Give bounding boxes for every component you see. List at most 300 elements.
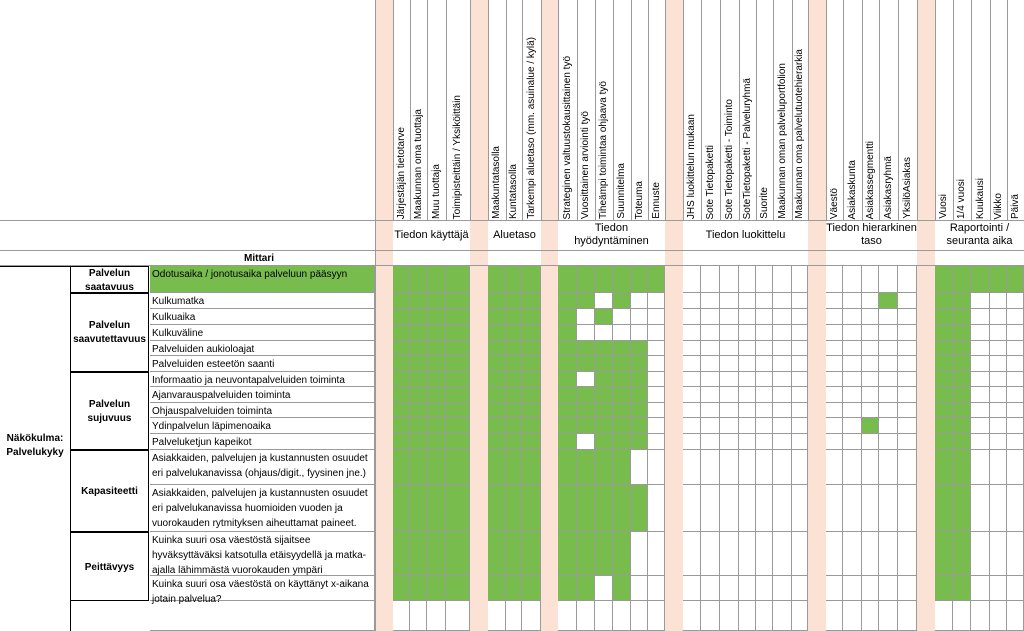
grid-cell[interactable] — [410, 293, 427, 309]
grid-cell[interactable] — [683, 576, 701, 601]
grid-cell[interactable] — [990, 418, 1007, 434]
grid-cell[interactable] — [410, 266, 427, 293]
grid-cell[interactable] — [683, 532, 701, 576]
grid-cell[interactable] — [631, 576, 648, 601]
grid-cell[interactable] — [631, 325, 648, 341]
grid-cell[interactable] — [683, 372, 701, 387]
grid-cell[interactable] — [427, 356, 446, 372]
grid-cell[interactable] — [898, 418, 917, 434]
grid-cell[interactable] — [756, 532, 773, 576]
grid-cell[interactable] — [488, 387, 506, 403]
grid-cell[interactable] — [792, 372, 808, 387]
grid-cell[interactable] — [826, 576, 843, 601]
grid-cell[interactable] — [862, 450, 879, 485]
grid-cell[interactable] — [720, 266, 739, 293]
grid-cell[interactable] — [595, 325, 613, 341]
grid-cell[interactable] — [953, 450, 971, 485]
grid-cell[interactable] — [953, 341, 971, 356]
grid-cell[interactable] — [773, 372, 792, 387]
grid-cell[interactable] — [446, 434, 470, 450]
grid-cell[interactable] — [773, 418, 792, 434]
grid-cell[interactable] — [446, 485, 470, 532]
grid-cell[interactable] — [446, 387, 470, 403]
grid-cell[interactable] — [898, 341, 917, 356]
grid-cell[interactable] — [595, 341, 613, 356]
grid-cell[interactable] — [720, 387, 739, 403]
grid-cell[interactable] — [577, 266, 595, 293]
grid-cell[interactable] — [879, 434, 898, 450]
grid-cell[interactable] — [393, 418, 410, 434]
grid-cell[interactable] — [971, 293, 990, 309]
grid-cell[interactable] — [410, 418, 427, 434]
grid-cell[interactable] — [522, 325, 541, 341]
grid-cell[interactable] — [446, 450, 470, 485]
grid-cell[interactable] — [935, 403, 953, 418]
grid-cell[interactable] — [843, 434, 862, 450]
grid-cell[interactable] — [522, 341, 541, 356]
grid-cell[interactable] — [843, 356, 862, 372]
grid-cell[interactable] — [756, 450, 773, 485]
grid-cell[interactable] — [971, 341, 990, 356]
grid-cell[interactable] — [935, 434, 953, 450]
grid-cell[interactable] — [843, 372, 862, 387]
grid-cell[interactable] — [613, 387, 631, 403]
grid-cell[interactable] — [843, 450, 862, 485]
grid-cell[interactable] — [577, 309, 595, 325]
grid-cell[interactable] — [613, 576, 631, 601]
grid-cell[interactable] — [862, 372, 879, 387]
grid-cell[interactable] — [648, 532, 665, 576]
grid-cell[interactable] — [558, 325, 577, 341]
grid-cell[interactable] — [701, 341, 720, 356]
grid-cell[interactable] — [631, 266, 648, 293]
grid-cell[interactable] — [427, 576, 446, 601]
grid-cell[interactable] — [683, 293, 701, 309]
grid-cell[interactable] — [792, 387, 808, 403]
grid-cell[interactable] — [826, 309, 843, 325]
grid-cell[interactable] — [990, 403, 1007, 418]
grid-cell[interactable] — [522, 266, 541, 293]
grid-cell[interactable] — [683, 418, 701, 434]
grid-cell[interactable] — [720, 485, 739, 532]
grid-cell[interactable] — [410, 356, 427, 372]
grid-cell[interactable] — [595, 293, 613, 309]
grid-cell[interactable] — [506, 293, 522, 309]
grid-cell[interactable] — [843, 601, 862, 631]
grid-cell[interactable] — [648, 576, 665, 601]
grid-cell[interactable] — [773, 485, 792, 532]
grid-cell[interactable] — [756, 309, 773, 325]
grid-cell[interactable] — [898, 601, 917, 631]
grid-cell[interactable] — [506, 576, 522, 601]
grid-cell[interactable] — [701, 418, 720, 434]
grid-cell[interactable] — [879, 601, 898, 631]
grid-cell[interactable] — [756, 356, 773, 372]
grid-cell[interactable] — [393, 434, 410, 450]
grid-cell[interactable] — [577, 356, 595, 372]
grid-cell[interactable] — [558, 601, 577, 631]
grid-cell[interactable] — [410, 387, 427, 403]
grid-cell[interactable] — [558, 434, 577, 450]
grid-cell[interactable] — [595, 601, 613, 631]
grid-cell[interactable] — [826, 450, 843, 485]
grid-cell[interactable] — [862, 387, 879, 403]
grid-cell[interactable] — [756, 266, 773, 293]
grid-cell[interactable] — [879, 450, 898, 485]
grid-cell[interactable] — [631, 356, 648, 372]
grid-cell[interactable] — [613, 532, 631, 576]
grid-cell[interactable] — [522, 601, 541, 631]
grid-cell[interactable] — [631, 450, 648, 485]
grid-cell[interactable] — [577, 293, 595, 309]
grid-cell[interactable] — [862, 532, 879, 576]
grid-cell[interactable] — [739, 293, 756, 309]
grid-cell[interactable] — [971, 418, 990, 434]
grid-cell[interactable] — [701, 309, 720, 325]
grid-cell[interactable] — [971, 576, 990, 601]
grid-cell[interactable] — [506, 434, 522, 450]
grid-cell[interactable] — [488, 266, 506, 293]
grid-cell[interactable] — [631, 341, 648, 356]
grid-cell[interactable] — [792, 309, 808, 325]
grid-cell[interactable] — [701, 372, 720, 387]
grid-cell[interactable] — [427, 325, 446, 341]
grid-cell[interactable] — [683, 266, 701, 293]
grid-cell[interactable] — [720, 309, 739, 325]
grid-cell[interactable] — [522, 434, 541, 450]
grid-cell[interactable] — [953, 266, 971, 293]
grid-cell[interactable] — [843, 403, 862, 418]
grid-cell[interactable] — [756, 341, 773, 356]
grid-cell[interactable] — [773, 387, 792, 403]
grid-cell[interactable] — [410, 434, 427, 450]
grid-cell[interactable] — [990, 325, 1007, 341]
grid-cell[interactable] — [410, 325, 427, 341]
grid-cell[interactable] — [446, 356, 470, 372]
grid-cell[interactable] — [446, 309, 470, 325]
grid-cell[interactable] — [506, 485, 522, 532]
grid-cell[interactable] — [720, 356, 739, 372]
grid-cell[interactable] — [522, 450, 541, 485]
grid-cell[interactable] — [427, 293, 446, 309]
grid-cell[interactable] — [756, 372, 773, 387]
grid-cell[interactable] — [953, 434, 971, 450]
grid-cell[interactable] — [595, 450, 613, 485]
grid-cell[interactable] — [701, 325, 720, 341]
grid-cell[interactable] — [879, 576, 898, 601]
grid-cell[interactable] — [756, 325, 773, 341]
grid-cell[interactable] — [953, 418, 971, 434]
grid-cell[interactable] — [393, 372, 410, 387]
grid-cell[interactable] — [739, 372, 756, 387]
grid-cell[interactable] — [558, 372, 577, 387]
grid-cell[interactable] — [683, 601, 701, 631]
grid-cell[interactable] — [792, 325, 808, 341]
grid-cell[interactable] — [898, 403, 917, 418]
grid-cell[interactable] — [410, 485, 427, 532]
grid-cell[interactable] — [990, 601, 1007, 631]
grid-cell[interactable] — [631, 387, 648, 403]
grid-cell[interactable] — [898, 309, 917, 325]
grid-cell[interactable] — [427, 341, 446, 356]
grid-cell[interactable] — [862, 341, 879, 356]
grid-cell[interactable] — [701, 403, 720, 418]
grid-cell[interactable] — [739, 576, 756, 601]
grid-cell[interactable] — [773, 601, 792, 631]
grid-cell[interactable] — [773, 434, 792, 450]
grid-cell[interactable] — [522, 418, 541, 434]
grid-cell[interactable] — [862, 403, 879, 418]
grid-cell[interactable] — [613, 356, 631, 372]
grid-cell[interactable] — [613, 418, 631, 434]
grid-cell[interactable] — [843, 485, 862, 532]
grid-cell[interactable] — [792, 403, 808, 418]
grid-cell[interactable] — [648, 341, 665, 356]
grid-cell[interactable] — [756, 576, 773, 601]
grid-cell[interactable] — [446, 325, 470, 341]
grid-cell[interactable] — [826, 356, 843, 372]
grid-cell[interactable] — [953, 325, 971, 341]
grid-cell[interactable] — [613, 293, 631, 309]
grid-cell[interactable] — [879, 403, 898, 418]
grid-cell[interactable] — [1007, 576, 1024, 601]
grid-cell[interactable] — [739, 266, 756, 293]
grid-cell[interactable] — [826, 372, 843, 387]
grid-cell[interactable] — [613, 403, 631, 418]
grid-cell[interactable] — [739, 403, 756, 418]
grid-cell[interactable] — [595, 387, 613, 403]
grid-cell[interactable] — [558, 403, 577, 418]
grid-cell[interactable] — [1007, 372, 1024, 387]
grid-cell[interactable] — [577, 576, 595, 601]
grid-cell[interactable] — [756, 403, 773, 418]
grid-cell[interactable] — [720, 418, 739, 434]
grid-cell[interactable] — [683, 356, 701, 372]
grid-cell[interactable] — [826, 532, 843, 576]
grid-cell[interactable] — [595, 418, 613, 434]
grid-cell[interactable] — [613, 341, 631, 356]
grid-cell[interactable] — [488, 532, 506, 576]
grid-cell[interactable] — [446, 341, 470, 356]
grid-cell[interactable] — [792, 266, 808, 293]
grid-cell[interactable] — [427, 418, 446, 434]
grid-cell[interactable] — [427, 532, 446, 576]
grid-cell[interactable] — [558, 450, 577, 485]
grid-cell[interactable] — [843, 309, 862, 325]
grid-cell[interactable] — [613, 309, 631, 325]
grid-cell[interactable] — [683, 450, 701, 485]
grid-cell[interactable] — [792, 434, 808, 450]
grid-cell[interactable] — [410, 403, 427, 418]
grid-cell[interactable] — [953, 309, 971, 325]
grid-cell[interactable] — [879, 266, 898, 293]
grid-cell[interactable] — [446, 601, 470, 631]
grid-cell[interactable] — [826, 434, 843, 450]
grid-cell[interactable] — [953, 372, 971, 387]
grid-cell[interactable] — [488, 325, 506, 341]
grid-cell[interactable] — [953, 356, 971, 372]
grid-cell[interactable] — [701, 387, 720, 403]
grid-cell[interactable] — [990, 485, 1007, 532]
grid-cell[interactable] — [862, 293, 879, 309]
grid-cell[interactable] — [773, 450, 792, 485]
grid-cell[interactable] — [935, 372, 953, 387]
grid-cell[interactable] — [701, 266, 720, 293]
grid-cell[interactable] — [898, 372, 917, 387]
grid-cell[interactable] — [488, 434, 506, 450]
grid-cell[interactable] — [701, 293, 720, 309]
grid-cell[interactable] — [935, 325, 953, 341]
grid-cell[interactable] — [410, 372, 427, 387]
grid-cell[interactable] — [393, 403, 410, 418]
grid-cell[interactable] — [701, 601, 720, 631]
grid-cell[interactable] — [879, 325, 898, 341]
grid-cell[interactable] — [879, 341, 898, 356]
grid-cell[interactable] — [990, 434, 1007, 450]
grid-cell[interactable] — [953, 601, 971, 631]
grid-cell[interactable] — [446, 418, 470, 434]
grid-cell[interactable] — [739, 341, 756, 356]
grid-cell[interactable] — [577, 372, 595, 387]
grid-cell[interactable] — [792, 532, 808, 576]
grid-cell[interactable] — [935, 485, 953, 532]
grid-cell[interactable] — [488, 450, 506, 485]
grid-cell[interactable] — [522, 387, 541, 403]
grid-cell[interactable] — [393, 266, 410, 293]
grid-cell[interactable] — [506, 356, 522, 372]
grid-cell[interactable] — [393, 532, 410, 576]
grid-cell[interactable] — [701, 532, 720, 576]
grid-cell[interactable] — [879, 532, 898, 576]
grid-cell[interactable] — [935, 293, 953, 309]
grid-cell[interactable] — [792, 601, 808, 631]
grid-cell[interactable] — [506, 403, 522, 418]
grid-cell[interactable] — [427, 601, 446, 631]
grid-cell[interactable] — [648, 418, 665, 434]
grid-cell[interactable] — [648, 266, 665, 293]
grid-cell[interactable] — [558, 485, 577, 532]
grid-cell[interactable] — [720, 325, 739, 341]
grid-cell[interactable] — [522, 532, 541, 576]
grid-cell[interactable] — [488, 418, 506, 434]
grid-cell[interactable] — [1007, 266, 1024, 293]
grid-cell[interactable] — [739, 601, 756, 631]
grid-cell[interactable] — [879, 372, 898, 387]
grid-cell[interactable] — [631, 403, 648, 418]
grid-cell[interactable] — [898, 266, 917, 293]
grid-cell[interactable] — [990, 372, 1007, 387]
grid-cell[interactable] — [393, 293, 410, 309]
grid-cell[interactable] — [595, 576, 613, 601]
grid-cell[interactable] — [898, 387, 917, 403]
grid-cell[interactable] — [792, 485, 808, 532]
grid-cell[interactable] — [683, 341, 701, 356]
grid-cell[interactable] — [506, 532, 522, 576]
grid-cell[interactable] — [427, 387, 446, 403]
grid-cell[interactable] — [862, 434, 879, 450]
grid-cell[interactable] — [720, 403, 739, 418]
grid-cell[interactable] — [393, 485, 410, 532]
grid-cell[interactable] — [898, 434, 917, 450]
grid-cell[interactable] — [971, 601, 990, 631]
grid-cell[interactable] — [792, 341, 808, 356]
grid-cell[interactable] — [410, 450, 427, 485]
grid-cell[interactable] — [595, 356, 613, 372]
grid-cell[interactable] — [558, 266, 577, 293]
grid-cell[interactable] — [720, 601, 739, 631]
grid-cell[interactable] — [648, 309, 665, 325]
grid-cell[interactable] — [843, 266, 862, 293]
grid-cell[interactable] — [826, 341, 843, 356]
grid-cell[interactable] — [427, 403, 446, 418]
grid-cell[interactable] — [701, 434, 720, 450]
grid-cell[interactable] — [773, 293, 792, 309]
grid-cell[interactable] — [971, 356, 990, 372]
grid-cell[interactable] — [631, 601, 648, 631]
grid-cell[interactable] — [756, 418, 773, 434]
grid-cell[interactable] — [522, 293, 541, 309]
grid-cell[interactable] — [446, 576, 470, 601]
grid-cell[interactable] — [558, 341, 577, 356]
grid-cell[interactable] — [720, 450, 739, 485]
grid-cell[interactable] — [701, 485, 720, 532]
grid-cell[interactable] — [990, 576, 1007, 601]
grid-cell[interactable] — [683, 387, 701, 403]
grid-cell[interactable] — [522, 309, 541, 325]
grid-cell[interactable] — [631, 434, 648, 450]
grid-cell[interactable] — [826, 266, 843, 293]
grid-cell[interactable] — [558, 532, 577, 576]
grid-cell[interactable] — [1007, 601, 1024, 631]
grid-cell[interactable] — [773, 532, 792, 576]
grid-cell[interactable] — [843, 418, 862, 434]
grid-cell[interactable] — [648, 485, 665, 532]
grid-cell[interactable] — [446, 372, 470, 387]
grid-cell[interactable] — [595, 266, 613, 293]
grid-cell[interactable] — [393, 309, 410, 325]
grid-cell[interactable] — [739, 418, 756, 434]
grid-cell[interactable] — [613, 450, 631, 485]
grid-cell[interactable] — [720, 372, 739, 387]
grid-cell[interactable] — [558, 309, 577, 325]
grid-cell[interactable] — [558, 418, 577, 434]
grid-cell[interactable] — [773, 403, 792, 418]
grid-cell[interactable] — [522, 576, 541, 601]
grid-cell[interactable] — [773, 356, 792, 372]
grid-cell[interactable] — [879, 485, 898, 532]
grid-cell[interactable] — [739, 450, 756, 485]
grid-cell[interactable] — [427, 450, 446, 485]
grid-cell[interactable] — [990, 309, 1007, 325]
grid-cell[interactable] — [488, 356, 506, 372]
grid-cell[interactable] — [631, 309, 648, 325]
grid-cell[interactable] — [826, 293, 843, 309]
grid-cell[interactable] — [393, 341, 410, 356]
grid-cell[interactable] — [773, 576, 792, 601]
grid-cell[interactable] — [1007, 387, 1024, 403]
grid-cell[interactable] — [935, 356, 953, 372]
grid-cell[interactable] — [683, 309, 701, 325]
grid-cell[interactable] — [648, 387, 665, 403]
grid-cell[interactable] — [410, 309, 427, 325]
grid-cell[interactable] — [613, 266, 631, 293]
grid-cell[interactable] — [683, 434, 701, 450]
grid-cell[interactable] — [558, 576, 577, 601]
grid-cell[interactable] — [631, 532, 648, 576]
grid-cell[interactable] — [577, 418, 595, 434]
grid-cell[interactable] — [898, 532, 917, 576]
grid-cell[interactable] — [577, 601, 595, 631]
